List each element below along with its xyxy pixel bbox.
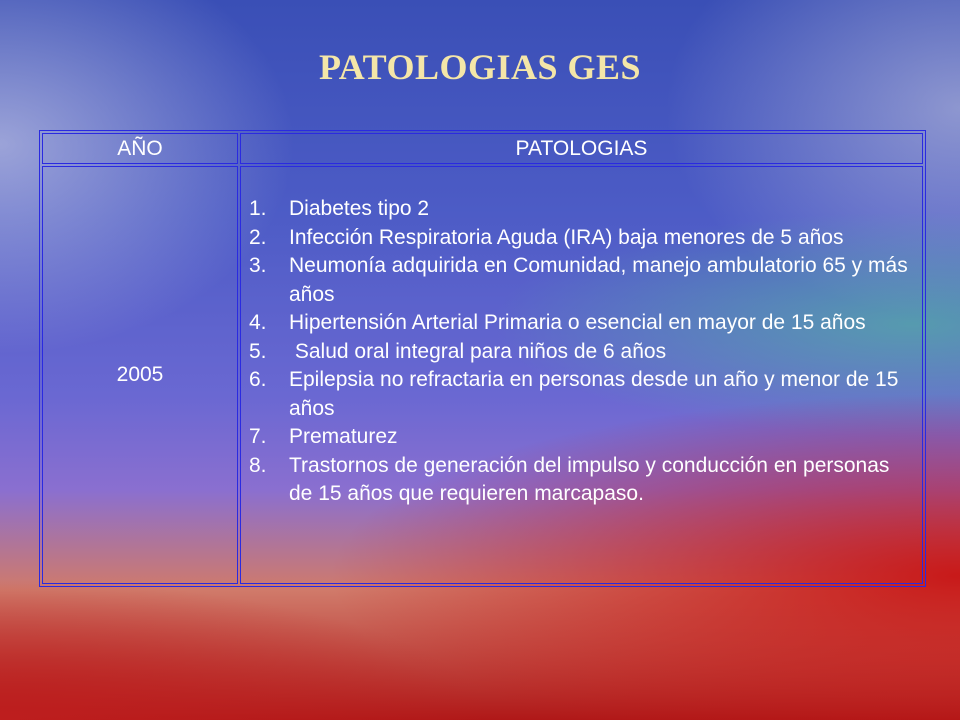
slide-title: PATOLOGIAS GES bbox=[318, 47, 642, 87]
item-number: 2. bbox=[249, 225, 267, 249]
item-number: 7. bbox=[249, 425, 267, 448]
item-number: 1. bbox=[249, 197, 267, 220]
list-item bbox=[249, 195, 914, 224]
list-item bbox=[249, 452, 914, 509]
item-text: Hipertensión Arterial Primaria o esencial en mayor de 15 años bbox=[289, 311, 866, 334]
item-text: Salud oral integral para niños de 6 años bbox=[289, 339, 667, 363]
item-text: Diabetes tipo 2 bbox=[289, 197, 430, 220]
header-pathologies: PATOLOGIAS bbox=[240, 133, 923, 164]
list-item bbox=[249, 309, 914, 338]
list-item bbox=[249, 224, 914, 253]
item-text: Infección Respiratoria Aguda (IRA) baja menores de 5 años bbox=[289, 225, 844, 249]
list-item bbox=[249, 366, 914, 423]
list-item bbox=[249, 423, 914, 452]
pathologies-list bbox=[249, 195, 914, 509]
item-number: 3. bbox=[249, 254, 267, 277]
item-number: 6. bbox=[249, 368, 267, 391]
item-text: Trastornos de generación del impulso y conducción en personas de 15 años que requieren marcapaso. bbox=[289, 453, 890, 505]
year-cell: 2005 bbox=[42, 166, 238, 584]
item-number: 8. bbox=[249, 453, 267, 477]
item-number: 5. bbox=[249, 339, 267, 363]
item-text: Prematurez bbox=[289, 425, 398, 448]
header-year: AÑO bbox=[42, 133, 238, 164]
list-item bbox=[249, 338, 914, 367]
item-text: Epilepsia no refractaria en personas desde un año y menor de 15 años bbox=[289, 368, 899, 420]
item-number: 4. bbox=[249, 311, 267, 334]
item-text: Neumonía adquirida en Comunidad, manejo ambulatorio 65 y más años bbox=[289, 254, 908, 306]
pathologies-cell bbox=[240, 166, 923, 584]
table-row bbox=[42, 166, 923, 584]
list-item bbox=[249, 252, 914, 309]
pathologies-table bbox=[39, 130, 926, 587]
table-header-row bbox=[42, 133, 923, 164]
